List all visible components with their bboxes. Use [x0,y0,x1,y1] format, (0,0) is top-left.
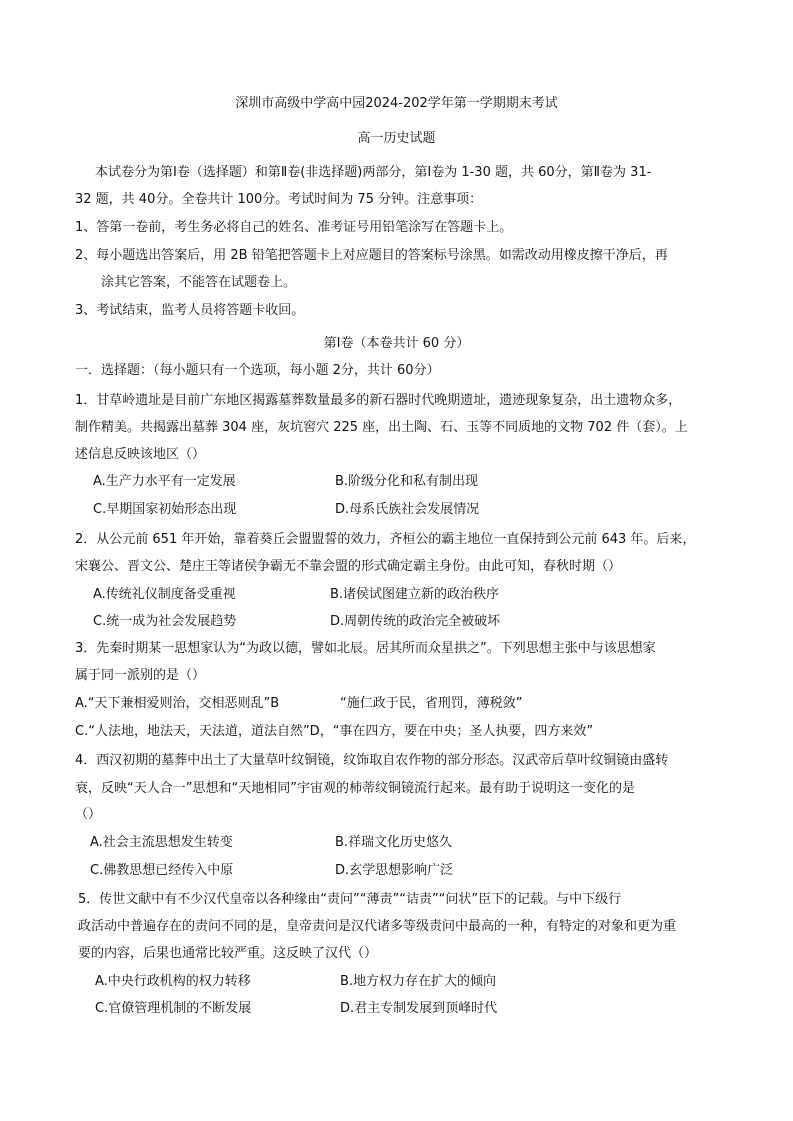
section-title: 第Ⅰ卷（本卷共计 60 分） [323,336,470,351]
section-heading: 一．选择题：（每小题只有一个选项，每小题 2分，共计 60分） [75,363,440,378]
option-d[interactable]: D.周朝传统的政治完全被破坏 [330,614,501,629]
question-text: 政活动中普遍存在的责问不同的是，皇帝责问是汉代诸多等级责问中最高的一种，有特定的对象和更为重 [78,919,677,934]
question-text: 2．从公元前 651 年开始，靠着葵丘会盟盟誓的效力，齐桓公的霸主地位一直保持到公元前 643 年。后来， [75,532,696,547]
question-text: 3．先秦时期某一思想家认为“为政以德，譬如北辰。居其所而众星拱之”。下列思想主张中与该思想家 [75,641,656,656]
exam-title: 深圳市高级中学高中园2024-202学年第一学期期末考试 [235,96,558,111]
option-b[interactable]: “施仁政于民，省刑罚，薄税敛” [340,696,523,711]
option-b[interactable]: B.地方权力存在扩大的倾向 [340,974,497,989]
option-a[interactable]: A.“天下兼相爱则治，交相恶则乱”B [75,696,280,711]
option-c[interactable]: C.早期国家初始形态出现 [93,502,237,517]
question-text: 1．甘草岭遗址是目前广东地区揭露墓葬数量最多的新石器时代晚期遗址，遗迹现象复杂，出土遗物众多， [75,393,682,408]
note-item: 3、考试结束，监考人员将答题卡收回。 [75,303,305,318]
note-item: 涂其它答案，不能答在试题卷上。 [101,275,297,290]
question-text: 宋襄公、晋文公、楚庄王等诸侯争霸无不靠会盟的形式确定霸主身份。由此可知，春秋时期（） [75,559,622,574]
question-text: 衰，反映“天人合一”思想和“天地相同”宇宙观的柿蒂纹铜镜流行起来。最有助于说明这一变化的是 [75,781,635,796]
option-c[interactable]: C.统一成为社会发展趋势 [93,614,237,629]
question-text: 5．传世文献中有不少汉代皇帝以各种缘由“责问”“薄责”“诘责”“问状”臣下的记载。与中下级行 [78,892,622,907]
option-d[interactable]: D.母系氏族社会发展情况 [335,502,480,517]
question-text: 制作精美。共揭露出墓葬 304 座，灰坑窖穴 225 座，出土陶、石、玉等不同质地的文物 702 件（套）。上 [75,420,688,435]
question-text: 4．西汉初期的墓葬中出土了大量草叶纹铜镜，纹饰取自农作物的部分形态。汉武帝后草叶纹铜镜由盛转 [75,753,669,768]
question-text: （） [75,807,102,822]
note-item: 1、答第一卷前，考生务必将自己的姓名、准考证号用铅笔涂写在答题卡上。 [75,220,513,235]
option-a[interactable]: A.传统礼仪制度备受重视 [93,587,236,602]
exam-subtitle: 高一历史试题 [357,131,436,146]
option-d[interactable]: D.君主专制发展到顶峰时代 [340,1001,498,1016]
option-c-d[interactable]: C.“人法地，地法天，天法道，道法自然”D，“事在四方，要在中央；圣人执要，四方来效” [75,724,594,739]
intro-line: 32 题，共 40分。全卷共计 100分。考试时间为 75 分钟。注意事项： [75,192,483,207]
option-b[interactable]: B.诸侯试图建立新的政治秩序 [330,587,500,602]
question-text: 属于同一派别的是（） [75,668,206,683]
question-text: 要的内容，后果也通常比较严重。这反映了汉代（） [78,946,378,961]
option-b[interactable]: B.阶级分化和私有制出现 [335,474,479,489]
option-c[interactable]: C.官僚管理机制的不断发展 [95,1001,252,1016]
option-b[interactable]: B.祥瑞文化历史悠久 [335,835,453,850]
intro-line: 本试卷分为第Ⅰ卷（选择题）和第Ⅱ卷(非选择题)两部分，第Ⅰ卷为 1-30 题，共 60分，第Ⅱ卷为 31- [95,165,652,180]
question-text: 述信息反映该地区（） [75,447,206,462]
option-c[interactable]: C.佛教思想已经传入中原 [90,863,234,878]
option-a[interactable]: A.中央行政机构的权力转移 [95,974,251,989]
option-a[interactable]: A.生产力水平有一定发展 [93,474,236,489]
option-d[interactable]: D.玄学思想影响广泛 [335,863,454,878]
option-a[interactable]: A.社会主流思想发生转变 [90,835,233,850]
note-item: 2、每小题选出答案后，用 2B 铅笔把答题卡上对应题目的答案标号涂黑。如需改动用橡皮擦干净后，再 [75,248,668,263]
